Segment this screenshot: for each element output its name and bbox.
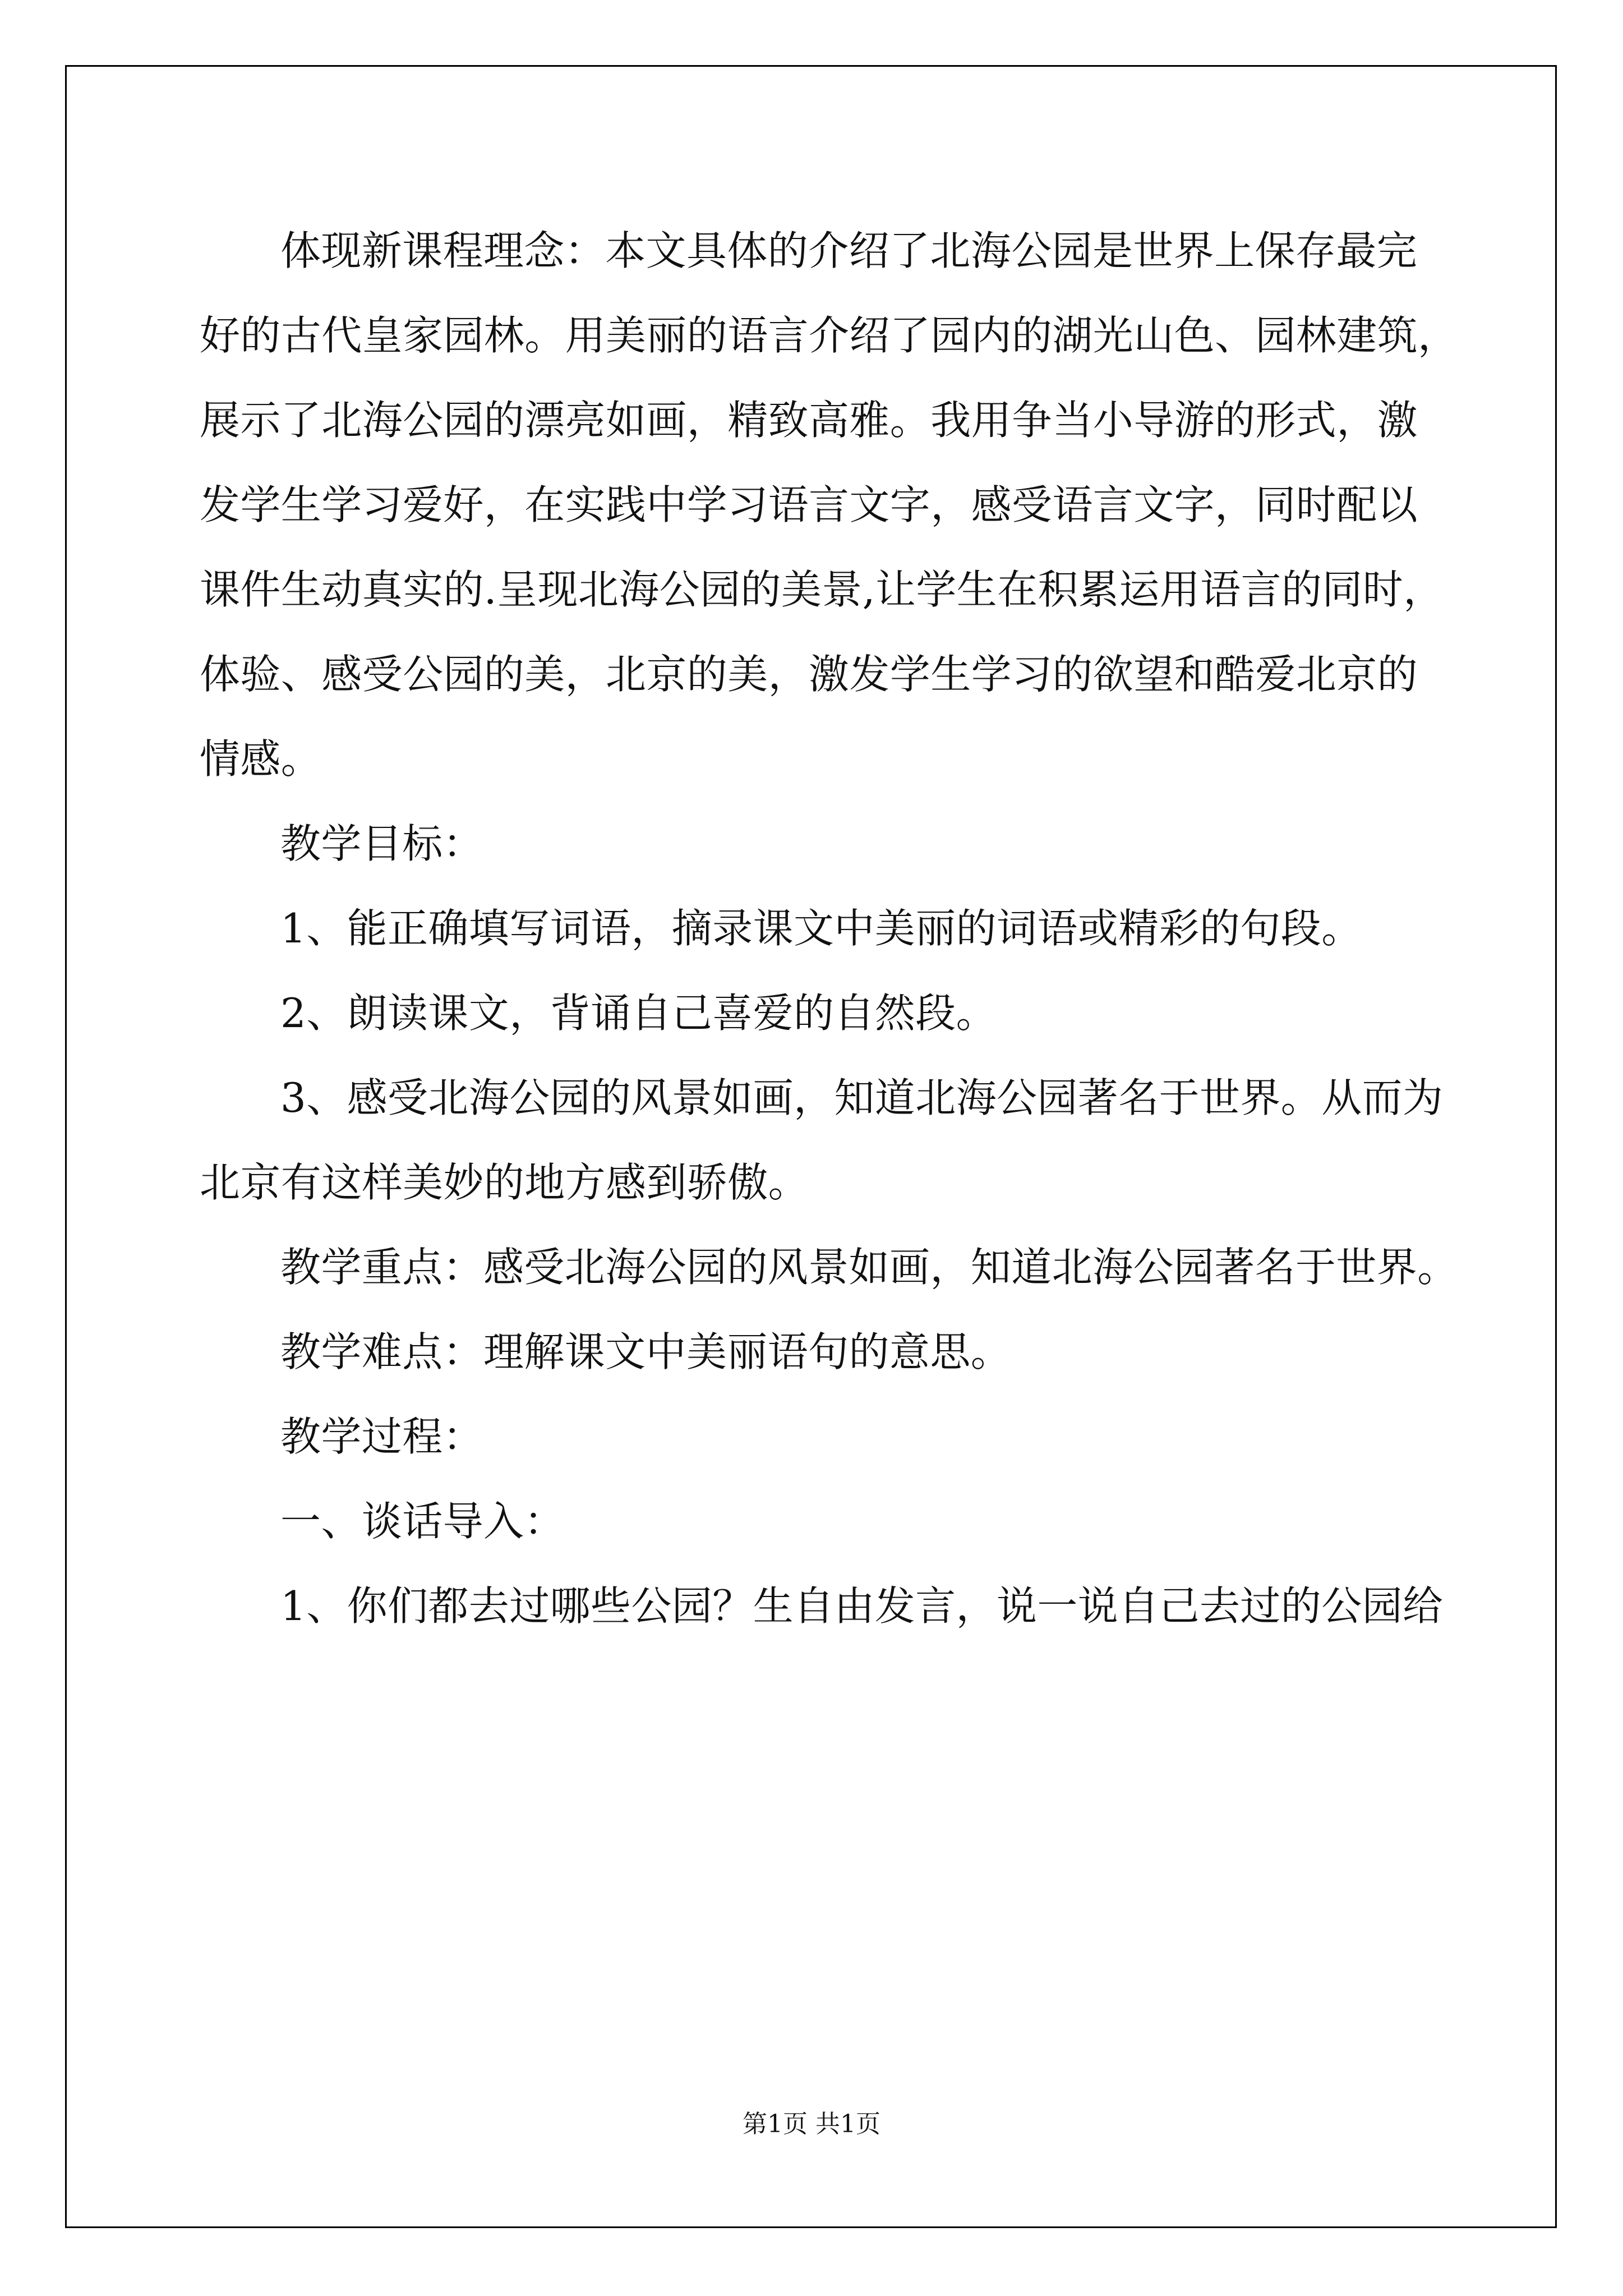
paragraph-line: 情感。 — [200, 735, 322, 783]
list-item-continuation: 北京有这样美妙的地方感到骄傲。 — [200, 1159, 809, 1206]
key-point: 教学重点：感受北海公园的风景如画，知道北海公园著名于世界。 — [280, 1244, 1458, 1291]
page-border — [65, 65, 1557, 2228]
list-item: 1、你们都去过哪些公园？生自由发言，说一说自己去过的公园给 — [280, 1582, 1444, 1630]
paragraph-line: 体现新课程理念：本文具体的介绍了北海公园是世界上保存最完 — [280, 227, 1418, 274]
paragraph-line: 课件生动真实的.呈现北海公园的美景,让学生在积累运用语言的同时， — [200, 566, 1444, 613]
difficult-point: 教学难点：理解课文中美丽语句的意思。 — [280, 1328, 1012, 1375]
section-heading: 教学过程： — [280, 1413, 484, 1460]
list-item: 1、能正确填写词语，摘录课文中美丽的词语或精彩的句段。 — [280, 905, 1362, 952]
page-footer: 第1页 共1页 — [743, 2110, 880, 2138]
paragraph-line: 体验、感受公园的美，北京的美，激发学生学习的欲望和酷爱北京的 — [200, 651, 1418, 698]
list-item: 2、朗读课文，背诵自己喜爱的自然段。 — [280, 990, 997, 1037]
list-item: 3、感受北海公园的风景如画，知道北海公园著名于世界。从而为 — [280, 1074, 1444, 1121]
paragraph-line: 发学生学习爱好，在实践中学习语言文字，感受语言文字，同时配以 — [200, 481, 1418, 528]
section-heading: 教学目标： — [280, 820, 484, 867]
section-heading: 一、谈话导入： — [280, 1498, 565, 1545]
paragraph-line: 好的古代皇家园林。用美丽的语言介绍了园内的湖光山色、园林建筑， — [200, 312, 1459, 359]
paragraph-line: 展示了北海公园的漂亮如画，精致高雅。我用争当小导游的形式，激 — [200, 397, 1418, 444]
